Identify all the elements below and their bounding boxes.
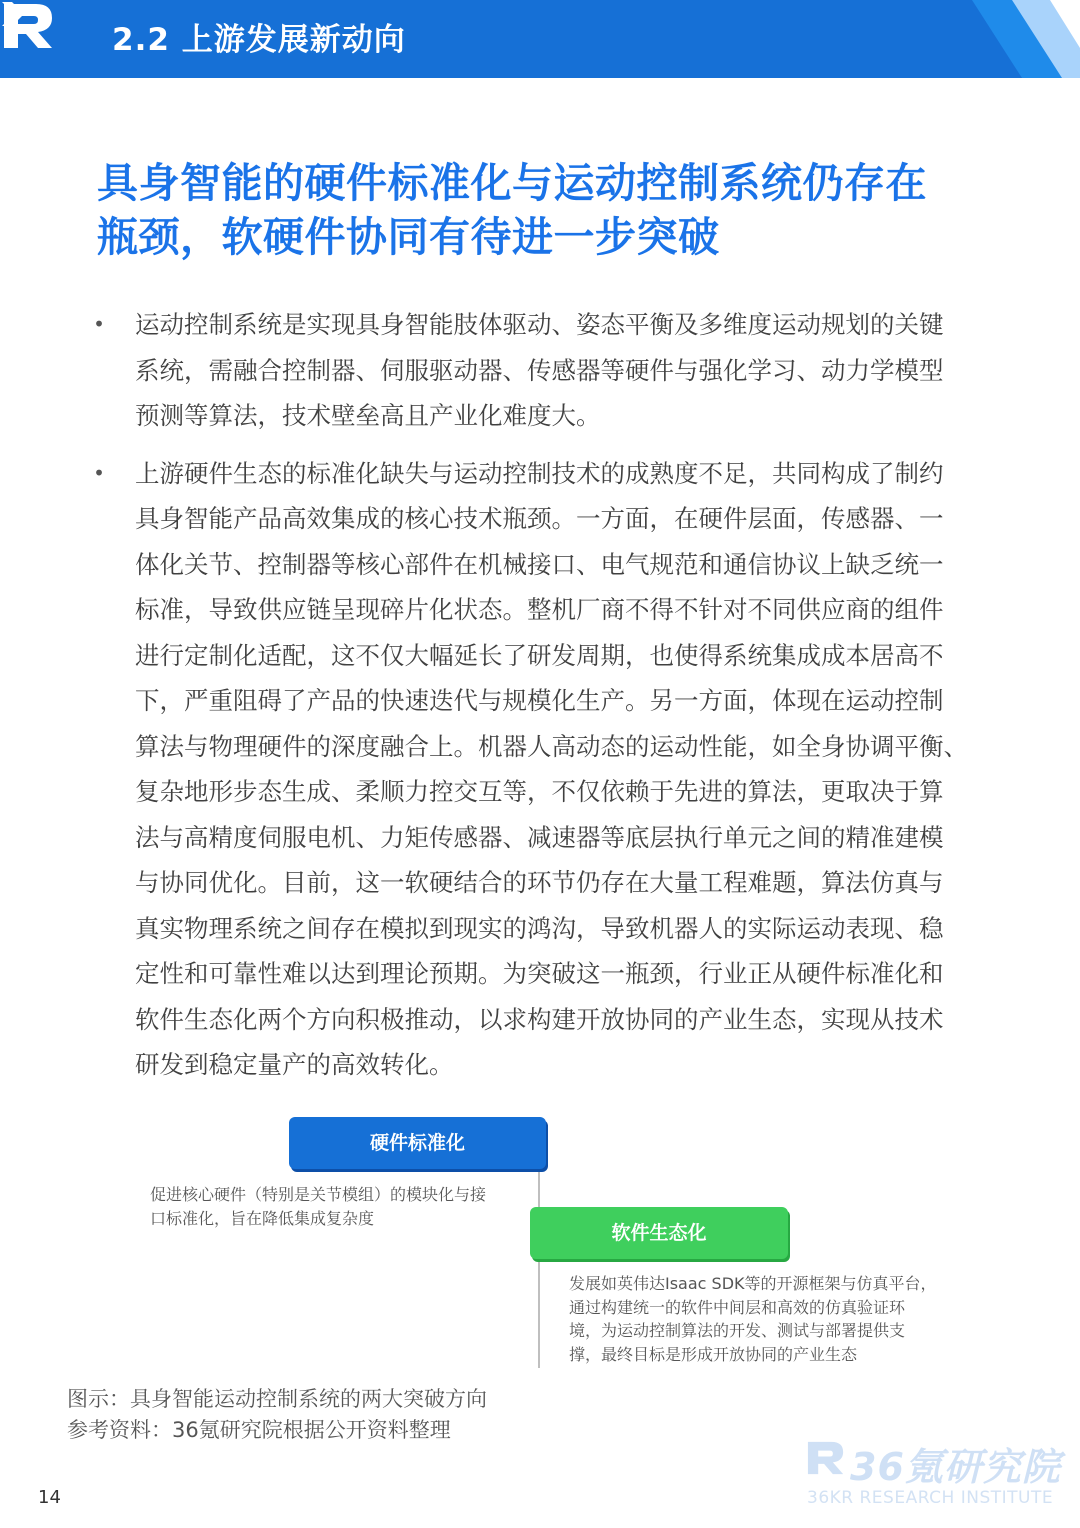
- desc-line: 撑，最终目标是形成开放协同的产业生态: [569, 1344, 858, 1364]
- paragraph-line: 预测等算法，技术壁垒高且产业化难度大。: [135, 401, 601, 430]
- list-item: [92, 302, 992, 439]
- bullet-icon: •: [93, 460, 105, 485]
- desc-line: 通过构建统一的软件中间层和高效的仿真验证环: [569, 1297, 906, 1317]
- paragraph-line: 下，严重阻碍了产品的快速迭代与规模化生产。另一方面，体现在运动控制: [135, 686, 944, 715]
- header-band: [0, 0, 1080, 78]
- paragraph-line: 研发到稳定量产的高效转化。: [135, 1050, 454, 1079]
- connector-line: [538, 1168, 540, 1368]
- software-ecosystem-label: 软件生态化: [611, 1222, 707, 1244]
- brand-logo-icon: [0, 0, 60, 52]
- paragraph-line: 定性和可靠性难以达到理论预期。为突破这一瓶颈，行业正从硬件标准化和: [135, 959, 944, 988]
- bullet-icon: •: [93, 312, 105, 336]
- list-item: [92, 451, 992, 1088]
- paragraph-line: 软件生态化两个方向积极推动，以求构建开放协同的产业生态，实现从技术: [135, 1004, 944, 1034]
- figure-caption: 图示：具身智能运动控制系统的两大突破方向: [67, 1387, 487, 1411]
- watermark-r-icon: [805, 1436, 849, 1480]
- software-ecosystem-box: [530, 1207, 788, 1259]
- page-number: 14: [38, 1487, 61, 1508]
- watermark-subtitle: 36KR RESEARCH INSTITUTE: [807, 1488, 1054, 1508]
- paragraph-line: 算法与物理硬件的深度融合上。机器人高动态的运动性能，如全身协调平衡、: [135, 731, 968, 761]
- software-ecosystem-desc: [569, 1272, 969, 1366]
- paragraph-line: 上游硬件生态的标准化缺失与运动控制技术的成熟度不足，共同构成了制约: [135, 458, 944, 488]
- paragraph-line: 体化关节、控制器等核心部件在机械接口、电气规范和通信协议上缺乏统一: [135, 549, 944, 579]
- breakthrough-diagram: [0, 1110, 1080, 1370]
- paragraph-line: 复杂地形步态生成、柔顺力控交互等，不仅依赖于先进的算法，更取决于算: [135, 777, 944, 806]
- desc-line: 促进核心硬件（特别是关节模组）的模块化与接: [150, 1185, 487, 1204]
- paragraph-line: 法与高精度伺服电机、力矩传感器、减速器等底层执行单元之间的精准建模: [135, 822, 944, 852]
- paragraph-line: 系统，需融合控制器、伺服驱动器、传感器等硬件与强化学习、动力学模型: [135, 355, 944, 385]
- headline-line: 具身智能的硬件标准化与运动控制系统仍存在: [97, 159, 927, 207]
- headline: [97, 156, 997, 264]
- desc-line: 口标准化，旨在降低集成复杂度: [150, 1208, 375, 1228]
- paragraph-line: 具身智能产品高效集成的核心技术瓶颈。一方面，在硬件层面，传感器、一: [135, 504, 944, 533]
- desc-line: 境，为运动控制算法的开发、测试与部署提供支: [569, 1321, 906, 1340]
- bullet-list: [92, 302, 992, 1100]
- paragraph-line: 进行定制化适配，这不仅大幅延长了研发周期，也使得系统集成成本居高不: [135, 640, 944, 670]
- paragraph-line: 与协同优化。目前，这一软硬结合的环节仍存在大量工程难题，算法仿真与: [135, 868, 944, 897]
- section-title: 2.2 上游发展新动向: [112, 22, 406, 58]
- desc-line: 发展如英伟达Isaac SDK等的开源框架与仿真平台，: [569, 1274, 937, 1293]
- headline-line: 瓶颈，软硬件协同有待进一步突破: [97, 213, 720, 261]
- watermark-name: 36氪研究院: [850, 1445, 1061, 1489]
- paragraph-line: 运动控制系统是实现具身智能肢体驱动、姿态平衡及多维度运动规划的关键: [135, 310, 944, 339]
- watermark-logo: [805, 1432, 1061, 1518]
- paragraph-line: 真实物理系统之间存在模拟到现实的鸿沟，导致机器人的实际运动表现、稳: [135, 913, 944, 943]
- hardware-standardization-box: [289, 1117, 546, 1169]
- hardware-standardization-desc: [150, 1183, 530, 1230]
- paragraph-line: 标准，导致供应链呈现碎片化状态。整机厂商不得不针对不同供应商的组件: [135, 595, 944, 624]
- hardware-standardization-label: 硬件标准化: [369, 1132, 465, 1154]
- source-caption: 参考资料：36氪研究院根据公开资料整理: [67, 1418, 451, 1442]
